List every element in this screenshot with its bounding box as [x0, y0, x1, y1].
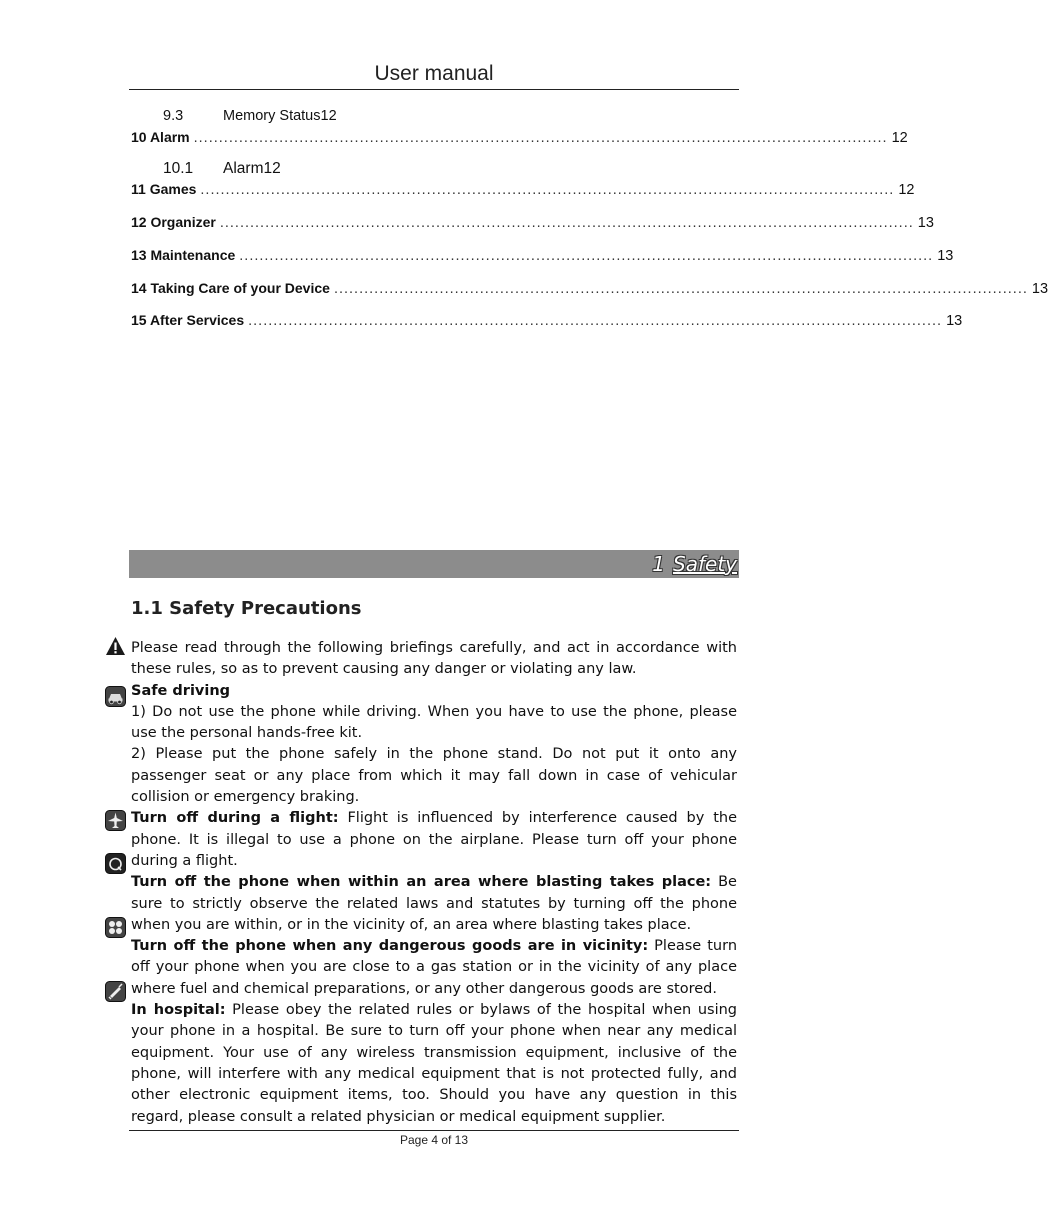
airplane-icon [105, 810, 126, 831]
toc-label: 10 Alarm [131, 129, 190, 145]
flight-paragraph [131, 808, 737, 872]
toc-label: 11 Games [131, 181, 197, 197]
toc-page: 12 [891, 130, 908, 146]
toc-dots: .......................................................................................................................................... [200, 182, 895, 198]
toc-dots: .......................................................................................................................................... [219, 215, 914, 231]
dangerous-title: Turn off the phone when any dangerous goods are in vicinity: [131, 938, 649, 955]
footer-rule [129, 1130, 739, 1131]
section-title: Safety [673, 552, 737, 576]
toc-sub-number: 9.3 [163, 108, 184, 124]
header-title: User manual [374, 62, 494, 85]
section-heading [652, 552, 737, 576]
car-icon [105, 686, 126, 707]
toc-row-10[interactable] [131, 129, 908, 146]
toc-sub-10-1[interactable] [163, 160, 281, 178]
toc-label: 15 After Services [131, 312, 245, 328]
toc-page: 13 [917, 215, 934, 231]
warning-icon [105, 636, 126, 657]
flight-text: Flight is influenced by interference caused by the phone. It is illegal to use a phone on the airplane. Please turn off your phone during a flight. [131, 810, 737, 869]
flight-title: Turn off during a flight: [131, 810, 339, 827]
toc-dots: .......................................................................................................................................... [333, 281, 1028, 297]
header-rule [129, 89, 739, 90]
toc-row-14[interactable] [131, 280, 1048, 297]
blasting-title: Turn off the phone when within an area where blasting takes place: [131, 874, 712, 891]
toc-row-13[interactable] [131, 247, 954, 264]
dangerous-paragraph [131, 936, 737, 1000]
toc-sub-label: Alarm12 [223, 160, 281, 177]
driving-title: Safe driving [131, 682, 231, 699]
section-heading-bar [129, 550, 739, 578]
toc-dots: .......................................................................................................................................... [248, 313, 943, 329]
hazard-icon [105, 917, 126, 938]
blasting-text: Be sure to strictly observe the related laws and statutes by turning off the phone when you are within, or in the vicinity of, an area where blasting takes place. [131, 874, 737, 933]
blast-icon [105, 853, 126, 874]
toc-sub-9-3[interactable] [163, 108, 337, 124]
toc-label: 12 Organizer [131, 214, 216, 230]
section-number: 1 [652, 552, 666, 576]
driving-item-1: 1) Do not use the phone while driving. When you have to use the phone, please use the personal hands-free kit. [131, 703, 737, 742]
toc-label: 13 Maintenance [131, 247, 236, 263]
toc-row-11[interactable] [131, 181, 915, 198]
toc-page: 13 [937, 248, 954, 264]
toc-dots: .......................................................................................................................................... [193, 130, 888, 146]
page-number: Page 4 of 13 [399, 1133, 469, 1147]
driving-item-2: 2) Please put the phone safely in the phone stand. Do not put it onto any passenger seat or any place from which it may fall down in case of vehicular collision or emergency braking. [131, 746, 737, 806]
hospital-title: In hospital: [131, 1002, 226, 1019]
subsection-title: 1.1 Safety Precautions [131, 598, 362, 619]
toc-row-12[interactable] [131, 214, 934, 231]
toc-dots: .......................................................................................................................................... [239, 248, 934, 264]
safety-body [131, 638, 737, 1128]
toc-page: 13 [946, 313, 963, 329]
blasting-paragraph [131, 872, 737, 936]
toc-page: 13 [1031, 281, 1048, 297]
hospital-text: Please obey the related rules or bylaws of the hospital when using your phone in a hospital. Be sure to turn off your phone when near any medical equipment. Your use of any wireless transmission equipment, inclusive of the phone, will interfere with any medical equipment that is not protected fully, and other electronic equipment items, too. Should you have any question in this regard, please consult a related physician or medical equipment supplier. [131, 1002, 737, 1125]
intro-paragraph: Please read through the following briefings carefully, and act in accordance with these rules, so as to prevent causing any danger or violating any law. [131, 640, 737, 678]
toc-sub-label: Memory Status12 [223, 108, 337, 124]
hospital-icon [105, 981, 126, 1002]
toc-label: 14 Taking Care of your Device [131, 280, 330, 296]
toc-row-15[interactable] [131, 312, 963, 329]
dangerous-text: Please turn off your phone when you are close to a gas station or in the vicinity of any place where fuel and chemical preparations, or any other dangerous goods are stored. [131, 938, 738, 997]
toc-sub-number: 10.1 [163, 160, 194, 177]
toc-page: 12 [898, 182, 915, 198]
hospital-paragraph [131, 1000, 737, 1128]
